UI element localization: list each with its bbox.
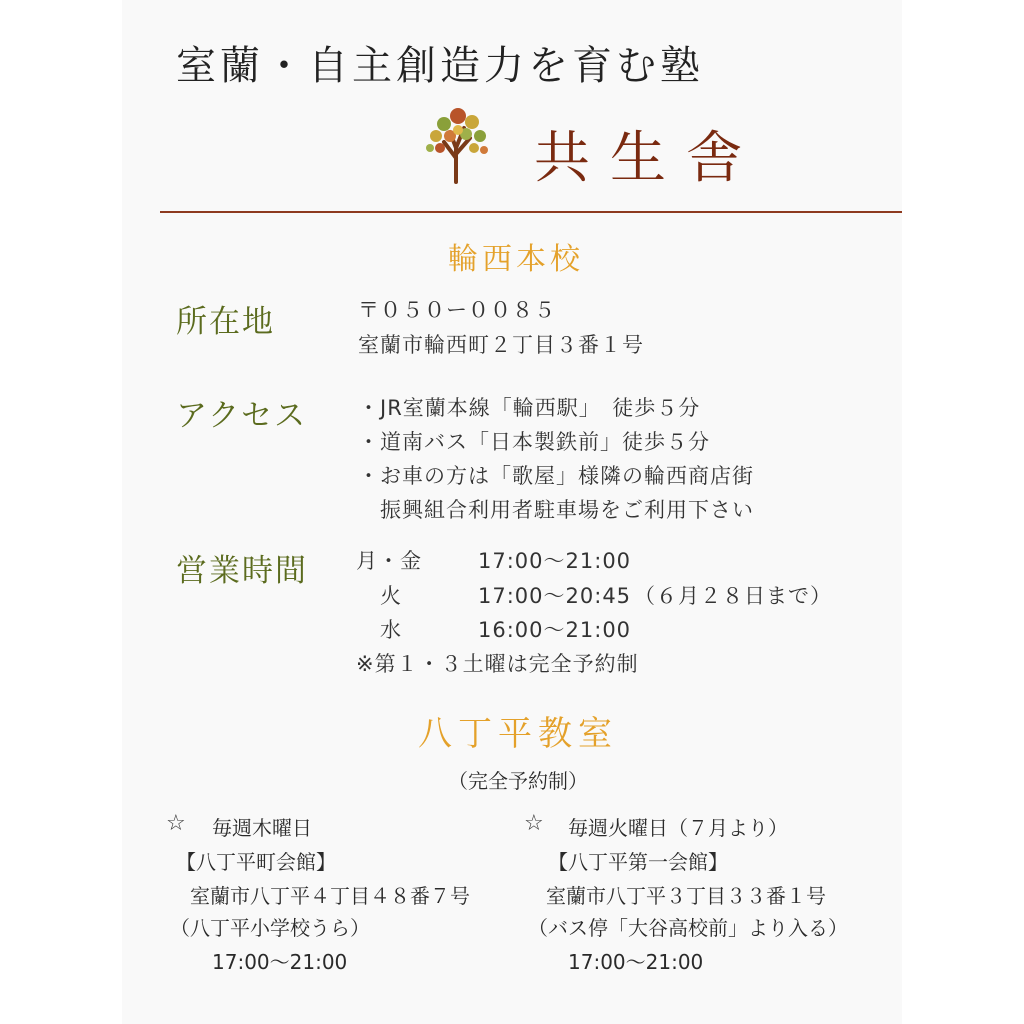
access-line: ・道南バス「日本製鉄前」徒歩５分 — [358, 430, 710, 454]
hours-time: 17:00〜20:45 — [478, 584, 632, 608]
left-day: 毎週木曜日 — [212, 816, 312, 840]
hours-day: 火 — [380, 584, 402, 608]
hours-day: 月・金 — [356, 549, 422, 573]
hours-day: 水 — [380, 618, 402, 642]
right-time: 17:00〜21:00 — [568, 950, 704, 974]
right-venue: 【八丁平第一会館】 — [548, 850, 728, 874]
hacchodaira-subtitle: （完全予約制） — [448, 769, 588, 793]
hours-note: （６月２８日まで） — [634, 584, 832, 608]
hacchodaira-title: 八丁平教室 — [418, 714, 618, 754]
brand-name: 共生舎 — [534, 126, 762, 191]
left-venue: 【八丁平町会館】 — [176, 850, 336, 874]
hours-reservation-note: ※第１・３土曜は完全予約制 — [356, 652, 639, 676]
hours-label: 営業時間 — [176, 553, 308, 589]
star-icon: ☆ — [524, 811, 544, 836]
wanishi-title: 輪西本校 — [448, 242, 584, 277]
school-tagline: 室蘭・自主創造力を育む塾 — [176, 43, 704, 89]
left-landmark: （八丁平小学校うら） — [170, 916, 370, 940]
header-divider — [160, 211, 902, 213]
access-line: 振興組合利用者駐車場をご利用下さい — [358, 498, 754, 522]
tree-icon — [420, 102, 496, 184]
right-day: 毎週火曜日（７月より） — [568, 816, 788, 840]
star-icon: ☆ — [166, 811, 186, 836]
hours-time: 17:00〜21:00 — [478, 549, 632, 573]
right-address: 室蘭市八丁平３丁目３３番１号 — [546, 884, 826, 908]
address-text: 室蘭市輪西町２丁目３番１号 — [358, 333, 644, 357]
access-label: アクセス — [176, 398, 308, 434]
postal-code: 〒０５０ー００８５ — [358, 298, 556, 322]
access-line: ・JR室蘭本線「輪西駅」 徒歩５分 — [358, 396, 701, 420]
hours-time: 16:00〜21:00 — [478, 618, 632, 642]
left-address: 室蘭市八丁平４丁目４８番７号 — [190, 884, 470, 908]
left-time: 17:00〜21:00 — [212, 950, 348, 974]
right-landmark: （バス停「大谷高校前」より入る） — [528, 916, 848, 940]
access-line: ・お車の方は「歌屋」様隣の輪西商店街 — [358, 464, 754, 488]
address-label: 所在地 — [176, 304, 275, 340]
